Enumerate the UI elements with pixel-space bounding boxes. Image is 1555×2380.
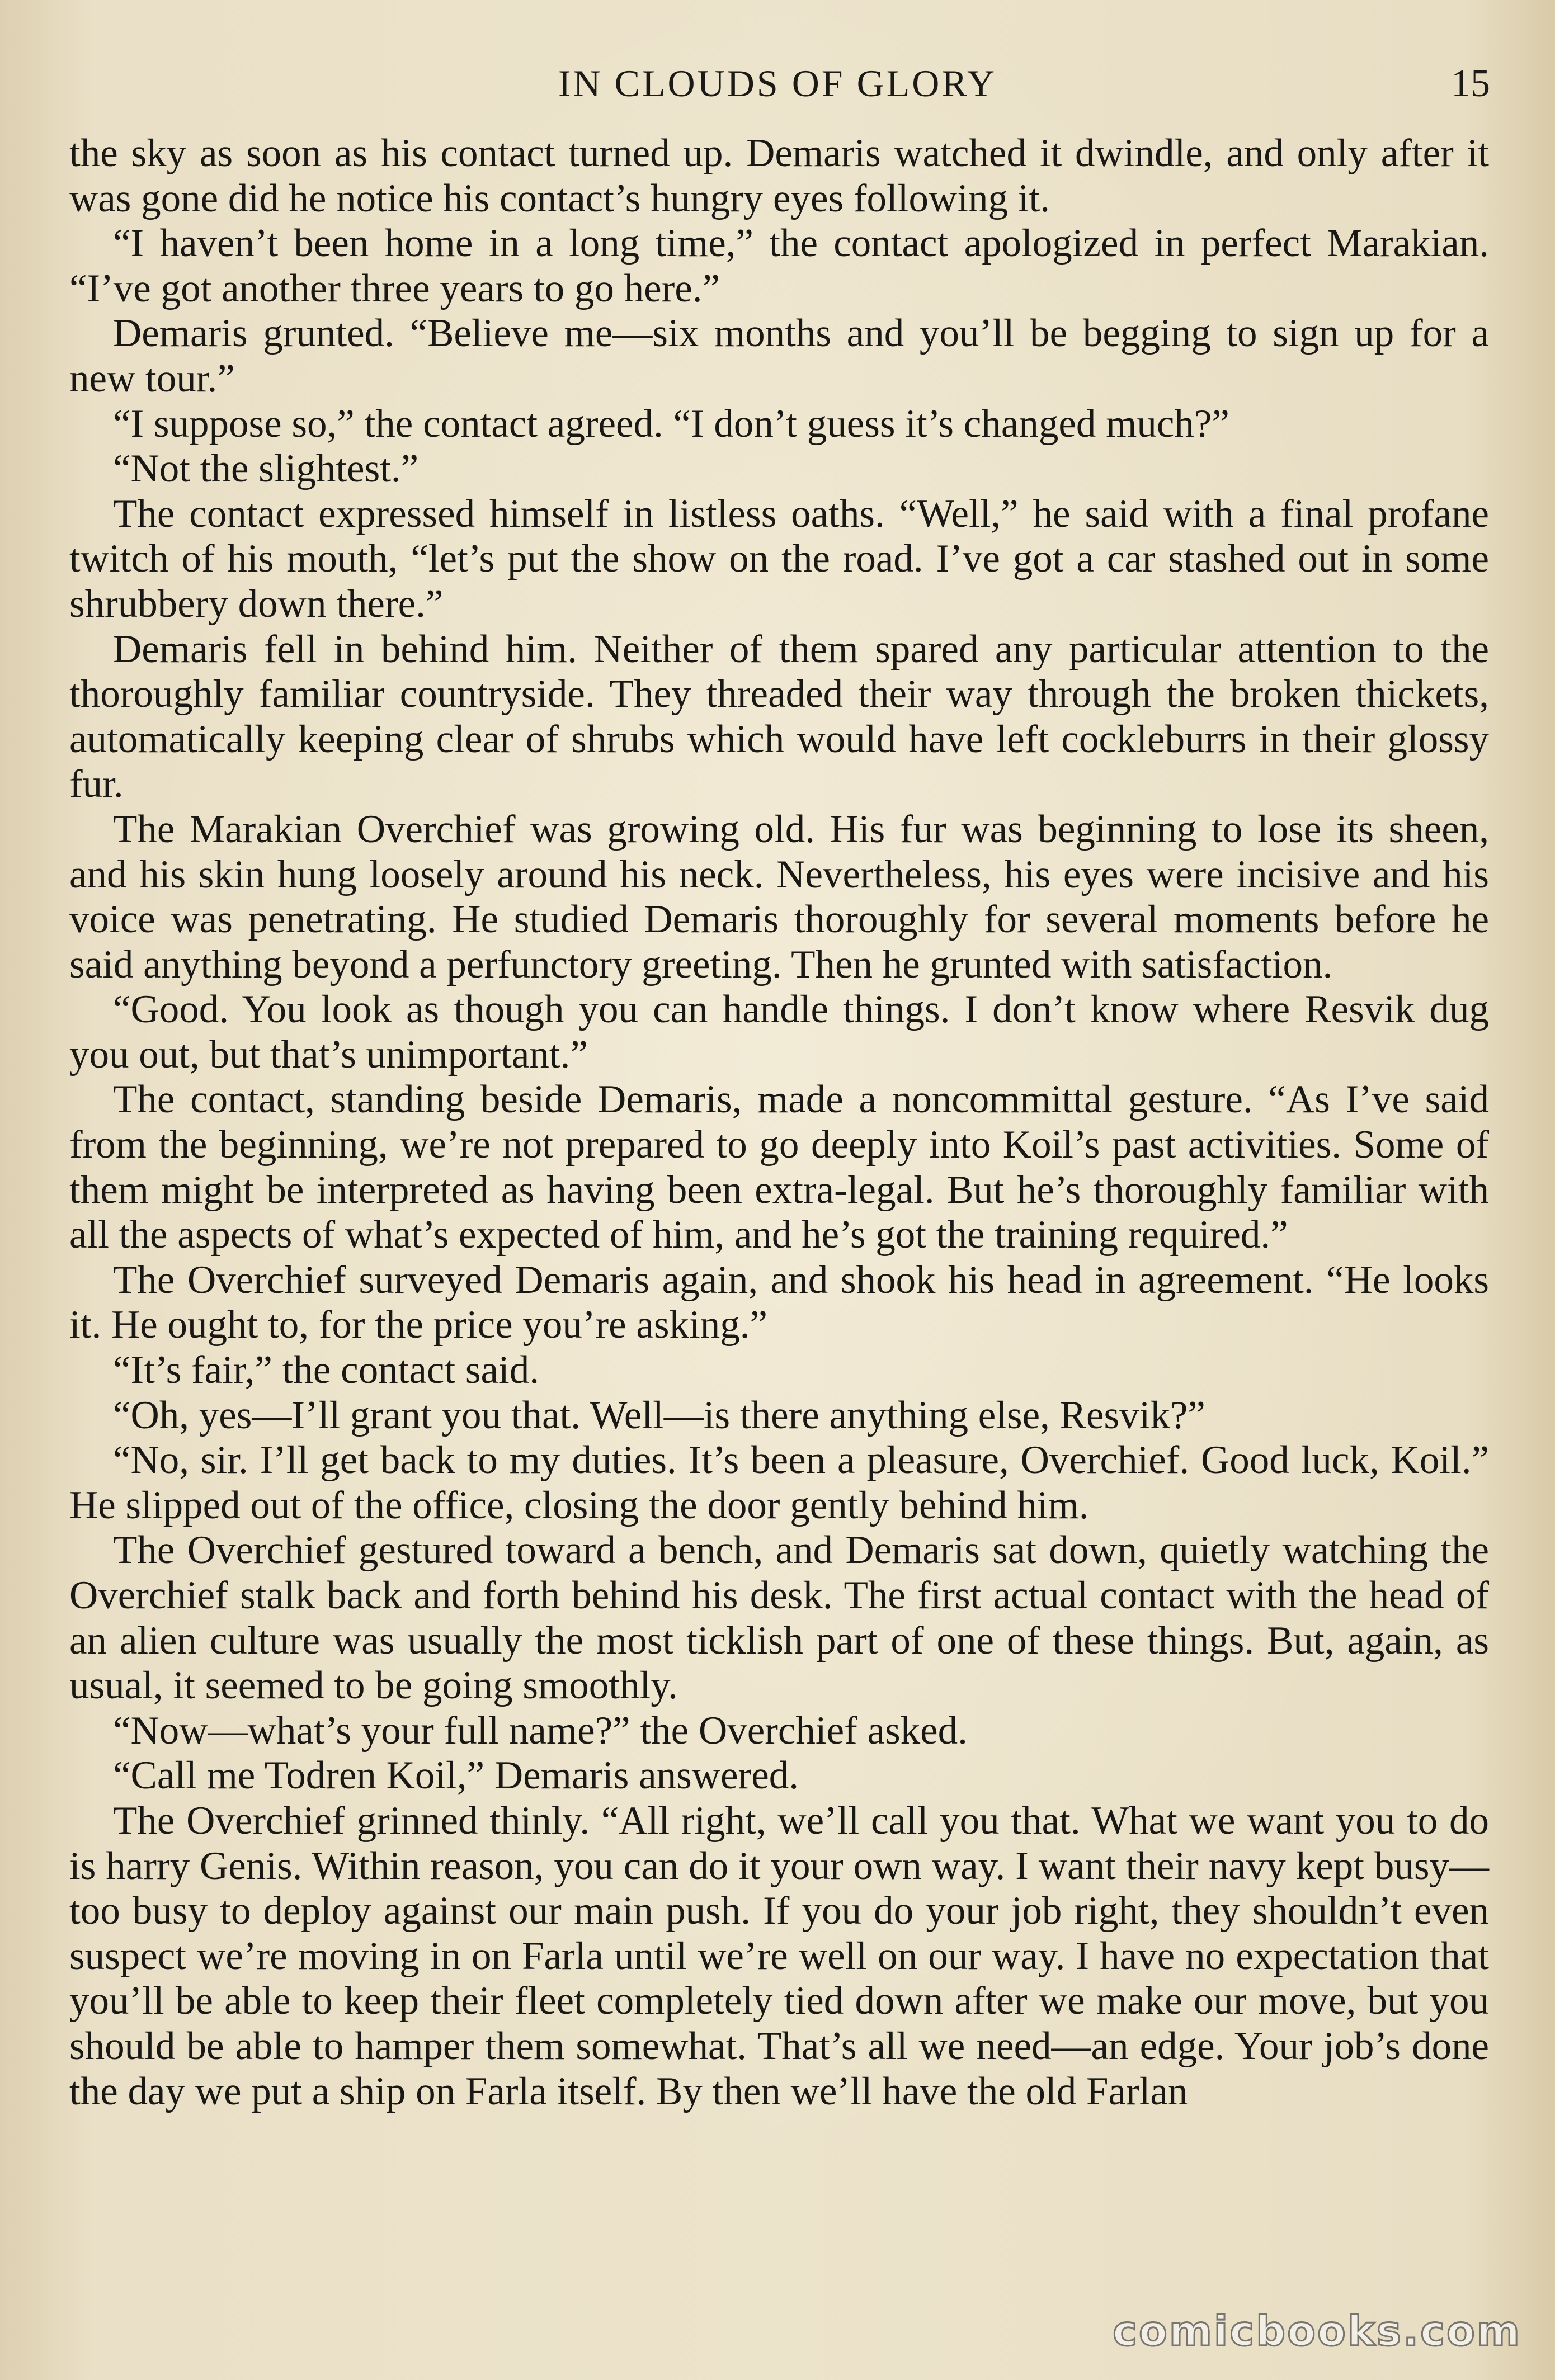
paragraph: Demaris grunted. “Believe me—six months and you’ll be begging to sign up for a new tour.” <box>69 311 1489 400</box>
paragraph: The Overchief surveyed Demaris again, and shook his head in agreement. “He looks it. He ought to, for the price you’re asking.” <box>69 1258 1489 1347</box>
running-title: IN CLOUDS OF GLORY <box>558 62 997 105</box>
paragraph: The contact expressed himself in listless oaths. “Well,” he said with a final profane twitch of his mouth, “let’s put the show on the road. I’ve got a car stashed out in some shrubbery down there.” <box>69 492 1489 626</box>
running-head <box>0 56 1555 117</box>
paragraph: The contact, standing beside Demaris, made a noncommittal gesture. “As I’ve said from the beginning, we’re not prepared to go deeply into Koil’s past activities. Some of them might be interpreted as having been extra-legal. But he’s thoroughly familiar with all the aspects of what’s expected of him, and he’s got the training required.” <box>69 1078 1489 1257</box>
watermark-logo: comicbooks.com <box>1113 2307 1521 2355</box>
paragraph: The Marakian Overchief was growing old. His fur was beginning to lose its sheen, and his skin hung loosely around his neck. Nevertheless, his eyes were incisive and his voice was penetrating. He studied Demaris thoroughly for several moments before he said anything beyond a perfunctory greeting. Then he grunted with satisfaction. <box>69 807 1489 986</box>
paragraph: “Not the slightest.” <box>113 447 419 491</box>
body-text <box>69 131 1489 2114</box>
paragraph: “I haven’t been home in a long time,” the contact apologized in perfect Marakian. “I’ve got another three years to go here.” <box>69 221 1489 310</box>
paragraph: “Now—what’s your full name?” the Overchief asked. <box>113 1708 968 1753</box>
paragraph: “It’s fair,” the contact said. <box>113 1348 540 1392</box>
paragraph: “Call me Todren Koil,” Demaris answered. <box>113 1754 799 1798</box>
paragraph: “Good. You look as though you can handle things. I don’t know where Resvik dug you out, but that’s unimportant.” <box>69 988 1489 1076</box>
paragraph: The Overchief grinned thinly. “All right, we’ll call you that. What we want you to do is harry Genis. Within reason, you can do it your own way. I want their navy kept busy—too busy to deploy against our main push. If you do your job right, they shouldn’t even suspect we’re moving in on Farla until we’re well on our way. I have no expectation that you’ll be able to keep their fleet completely tied down after we make our move, but you should be able to hamper them somewhat. That’s all we need—an edge. Your job’s done the day we put a ship on Farla itself. By then we’ll have the old Farlan <box>69 1798 1489 2113</box>
page-number: 15 <box>1451 62 1490 105</box>
paragraph: the sky as soon as his contact turned up. Demaris watched it dwindle, and only after it was gone did he notice his contact’s hungry eyes following it. <box>69 131 1489 220</box>
paragraph: “No, sir. I’ll get back to my duties. It’s been a pleasure, Overchief. Good luck, Koil.” He slipped out of the office, closing the door gently behind him. <box>69 1438 1489 1527</box>
paragraph: “I suppose so,” the contact agreed. “I don’t guess it’s changed much?” <box>113 402 1229 446</box>
paragraph: Demaris fell in behind him. Neither of them spared any particular attention to the thoroughly familiar countryside. They threaded their way through the broken thickets, automatically keeping clear of shrubs which would have left cockleburrs in their glossy fur. <box>69 627 1489 806</box>
paragraph: “Oh, yes—I’ll grant you that. Well—is there anything else, Resvik?” <box>113 1393 1205 1437</box>
paragraph: The Overchief gestured toward a bench, and Demaris sat down, quietly watching the Overchief stalk back and forth behind his desk. The first actual contact with the head of an alien culture was usually the most ticklish part of one of these things. But, again, as usual, it seemed to be going smoothly. <box>69 1528 1489 1708</box>
